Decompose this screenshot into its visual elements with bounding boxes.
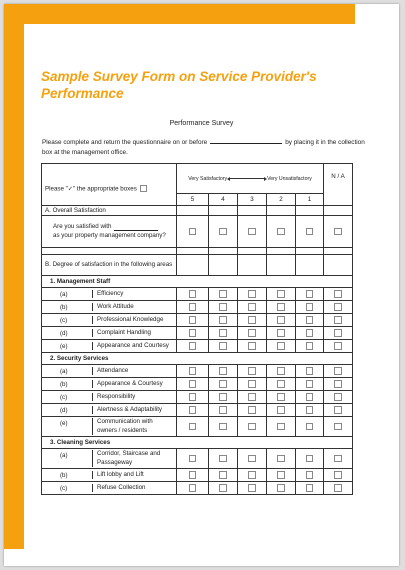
table-row [42,288,353,301]
g1-item4-rating-2-checkbox[interactable] [277,423,285,431]
item-code: (b) [60,303,68,311]
intro-text-2: by placing it in the collection box at the management office. [42,139,365,156]
g0-item2-rating-5-cell [177,314,209,327]
g1-item1-na-checkbox[interactable] [334,380,342,388]
g2-item1-rating-1-checkbox[interactable] [306,471,314,479]
section-a-title-row [42,206,353,216]
g2-item2-na-cell [324,482,353,495]
spacer-empty-cell [267,248,296,255]
g0-item4-rating-4-checkbox[interactable] [219,342,227,350]
item-label-cell [42,449,177,469]
table-row [42,378,353,391]
g1-item0-rating-2-checkbox[interactable] [277,367,285,375]
g2-item1-rating-5-cell [177,469,209,482]
very-satisfactory-label: Very Satisfactory [188,175,228,182]
g1-item3-rating-1-cell [296,404,324,417]
g0-item1-rating-3-cell [238,301,267,314]
g0-item0-rating-5-cell [177,288,209,301]
g0-item0-rating-2-checkbox[interactable] [277,290,285,298]
group-title-row [42,437,353,449]
g1-item2-rating-5-cell [177,391,209,404]
survey-heading: Performance Survey [169,120,234,127]
item-label-cell [42,340,177,353]
g1-item2-na-checkbox[interactable] [334,393,342,401]
g0-item2-rating-4-checkbox[interactable] [219,316,227,324]
g0-item0-rating-5-checkbox[interactable] [189,290,197,298]
g1-item3-na-cell [324,404,353,417]
g0-item3-rating-1-checkbox[interactable] [306,329,314,337]
item-label-cell [42,327,177,340]
item-code: (c) [60,316,68,324]
g1-item0-rating-3-cell [238,365,267,378]
g0-item0-rating-1-checkbox[interactable] [306,290,314,298]
g0-item1-rating-5-cell [177,301,209,314]
item-text: Responsibility [93,393,177,402]
item-code: (e) [60,342,68,350]
g1-item1-rating-5-checkbox[interactable] [189,380,197,388]
table-row [42,404,353,417]
g1-item2-rating-1-cell [296,391,324,404]
item-text: Complaint Handling [93,329,177,338]
g0-item2-rating-2-checkbox[interactable] [277,316,285,324]
g1-item1-rating-5-cell [177,378,209,391]
item-code: (e) [60,420,68,427]
item-label-cell [42,378,177,391]
g2-item2-rating-1-cell [296,482,324,495]
scale-number-1: 1 [296,194,324,206]
g0-item1-rating-4-cell [209,301,238,314]
g0-item3-rating-5-checkbox[interactable] [189,329,197,337]
g0-item2-rating-4-cell [209,314,238,327]
item-text: Appearance and Courtesy [93,342,177,351]
g1-item3-rating-3-cell [238,404,267,417]
g0-item1-rating-5-checkbox[interactable] [189,303,197,311]
g2-item1-rating-2-checkbox[interactable] [277,471,285,479]
g2-item0-rating-1-checkbox[interactable] [306,455,314,463]
g2-item2-rating-2-cell [267,482,296,495]
overall-rating-4-checkbox[interactable] [219,228,227,236]
g0-item1-rating-4-checkbox[interactable] [219,303,227,311]
item-text: Refuse Collection [93,484,177,493]
g2-item1-rating-1-cell [296,469,324,482]
table-row [42,391,353,404]
g0-item1-na-cell [324,301,353,314]
g0-item0-rating-3-cell [238,288,267,301]
g2-item2-rating-4-cell [209,482,238,495]
g1-item0-rating-2-cell [267,365,296,378]
g0-item4-rating-5-cell [177,340,209,353]
section-a-question-text-2: as your property management company? [53,231,166,239]
g1-item1-rating-1-cell [296,378,324,391]
g0-item4-na-checkbox[interactable] [334,342,342,350]
g1-item2-rating-4-checkbox[interactable] [219,393,227,401]
table-row [42,365,353,378]
g0-item0-rating-1-cell [296,288,324,301]
overall-rating-3-checkbox[interactable] [248,228,256,236]
g2-item2-rating-3-cell [238,482,267,495]
g0-item4-rating-1-cell [296,340,324,353]
g2-item1-rating-4-cell [209,469,238,482]
g0-item3-rating-3-cell [238,327,267,340]
g1-item4-na-cell [324,417,353,437]
survey-table [41,163,353,495]
item-text: Lift lobby and Lift [93,471,177,480]
item-label-cell [42,404,177,417]
section-a-question-row [42,216,353,248]
very-unsatisfactory-label: Very Unsatisfactory [267,175,312,182]
g1-item1-rating-3-checkbox[interactable] [248,380,256,388]
group-title: 2. Security Services [42,353,353,365]
section-a-title: A. Overall Satisfaction [42,206,177,216]
g0-item2-rating-2-cell [267,314,296,327]
g1-item2-rating-2-cell [267,391,296,404]
overall-rating-5-checkbox[interactable] [189,228,197,236]
document-page [4,4,399,566]
g1-item1-rating-4-cell [209,378,238,391]
document-title-line-2: Performance [41,85,124,101]
section-b-title-row [42,255,353,276]
scale-number-3: 3 [238,194,267,206]
g0-item0-rating-4-checkbox[interactable] [219,290,227,298]
g0-item0-rating-2-cell [267,288,296,301]
section-a-title-empty-cell [324,206,353,216]
scale-number-4: 4 [209,194,238,206]
g0-item0-na-checkbox[interactable] [334,290,342,298]
item-code: (c) [60,393,68,401]
g0-item1-rating-1-checkbox[interactable] [306,303,314,311]
g2-item1-rating-5-checkbox[interactable] [189,471,197,479]
overall-rating-1-checkbox[interactable] [306,228,314,236]
item-code: (b) [60,471,68,479]
section-b-title-empty-cell [267,255,296,276]
overall-rating-2-checkbox[interactable] [277,228,285,236]
intro-text-1: Please complete and return the questionnaire on or before [42,139,208,146]
g1-item3-rating-2-cell [267,404,296,417]
g1-item1-na-cell [324,378,353,391]
g1-item3-rating-5-cell [177,404,209,417]
g2-item2-rating-5-checkbox[interactable] [189,484,197,492]
g1-item4-na-checkbox[interactable] [334,423,342,431]
overall-rating-3-cell [238,216,267,248]
g1-item0-rating-4-cell [209,365,238,378]
g2-item0-rating-5-checkbox[interactable] [189,455,197,463]
g1-item3-rating-1-checkbox[interactable] [306,406,314,414]
g0-item4-na-cell [324,340,353,353]
g1-item1-rating-2-checkbox[interactable] [277,380,285,388]
section-a-title-empty-cell [267,206,296,216]
item-label-cell [42,288,177,301]
g1-item2-rating-5-checkbox[interactable] [189,393,197,401]
g0-item4-rating-4-cell [209,340,238,353]
section-b-title-empty-cell [209,255,238,276]
g0-item2-rating-3-checkbox[interactable] [248,316,256,324]
section-b-title-empty-cell [177,255,209,276]
section-b-title-empty-cell [296,255,324,276]
g0-item2-rating-1-checkbox[interactable] [306,316,314,324]
g1-item3-rating-4-checkbox[interactable] [219,406,227,414]
g1-item1-rating-2-cell [267,378,296,391]
scale-number-2: 2 [267,194,296,206]
g1-item4-rating-4-cell [209,417,238,437]
g0-item4-rating-3-cell [238,340,267,353]
g0-item3-na-cell [324,327,353,340]
g2-item0-rating-5-cell [177,449,209,469]
g0-item4-rating-3-checkbox[interactable] [248,342,256,350]
g0-item2-na-checkbox[interactable] [334,316,342,324]
g0-item2-rating-5-checkbox[interactable] [189,316,197,324]
g2-item0-rating-4-cell [209,449,238,469]
g1-item4-rating-1-checkbox[interactable] [306,423,314,431]
g1-item2-rating-4-cell [209,391,238,404]
g2-item0-rating-3-checkbox[interactable] [248,455,256,463]
g1-item4-rating-4-checkbox[interactable] [219,423,227,431]
section-b-title-empty-cell [324,255,353,276]
section-a-question [42,216,177,248]
g0-item2-rating-3-cell [238,314,267,327]
g0-item3-rating-4-checkbox[interactable] [219,329,227,337]
item-text: Appearance & Courtesy [93,380,177,389]
section-a-title-empty-cell [177,206,209,216]
table-row [42,327,353,340]
na-label: N / A [331,173,345,180]
overall-rating-2-cell [267,216,296,248]
table-row [42,482,353,495]
overall-rating-1-cell [296,216,324,248]
g1-item2-rating-2-checkbox[interactable] [277,393,285,401]
spacer-empty-cell [42,248,177,255]
item-text: Alertness & Adaptability [93,406,177,415]
overall-rating-5-cell [177,216,209,248]
g2-item2-na-checkbox[interactable] [334,484,342,492]
g1-item4-rating-5-checkbox[interactable] [189,423,197,431]
company-blank-line [114,224,158,231]
g2-item1-na-checkbox[interactable] [334,471,342,479]
scale-number-5: 5 [177,194,209,206]
g2-item1-na-cell [324,469,353,482]
g0-item4-rating-2-cell [267,340,296,353]
section-a-title-empty-cell [209,206,238,216]
instruction-cell [42,164,177,206]
g1-item4-rating-2-cell [267,417,296,437]
g2-item0-rating-1-cell [296,449,324,469]
item-code: (d) [60,406,68,414]
table-row [42,340,353,353]
spacer-empty-cell [324,248,353,255]
g0-item1-rating-2-cell [267,301,296,314]
item-code: (c) [60,484,68,492]
spacer-row [42,248,353,255]
section-a-title-empty-cell [238,206,267,216]
g0-item4-rating-2-checkbox[interactable] [277,342,285,350]
g2-item1-rating-4-checkbox[interactable] [219,471,227,479]
overall-na-cell [324,216,353,248]
table-row [42,417,353,437]
example-checkbox [140,185,148,193]
g2-item2-rating-5-cell [177,482,209,495]
orange-left-bar [4,4,24,549]
g2-item0-na-cell [324,449,353,469]
g1-item3-rating-4-cell [209,404,238,417]
spacer-empty-cell [296,248,324,255]
section-a-question-text-1: Are you satisfied with [53,223,112,231]
item-code: (b) [60,380,68,388]
g2-item2-rating-2-checkbox[interactable] [277,484,285,492]
g1-item1-rating-4-checkbox[interactable] [219,380,227,388]
g0-item2-rating-1-cell [296,314,324,327]
g0-item2-na-cell [324,314,353,327]
g1-item3-rating-5-checkbox[interactable] [189,406,197,414]
section-b-title-empty-cell [238,255,267,276]
g1-item2-rating-3-checkbox[interactable] [248,393,256,401]
overall-rating-4-cell [209,216,238,248]
g0-item0-rating-4-cell [209,288,238,301]
item-text: Efficiency [93,290,177,299]
g2-item1-rating-3-cell [238,469,267,482]
na-header-cell [324,164,353,206]
intro-paragraph [42,137,368,158]
g0-item3-rating-2-checkbox[interactable] [277,329,285,337]
g1-item0-rating-3-checkbox[interactable] [248,367,256,375]
g0-item3-na-checkbox[interactable] [334,329,342,337]
group-title-row [42,276,353,288]
item-text: Attendance [93,367,177,376]
group-title: 3. Cleaning Services [42,437,353,449]
section-a-title-empty-cell [296,206,324,216]
g0-item1-rating-1-cell [296,301,324,314]
g1-item0-rating-4-checkbox[interactable] [219,367,227,375]
g1-item1-rating-3-cell [238,378,267,391]
g1-item0-rating-5-checkbox[interactable] [189,367,197,375]
table-row [42,301,353,314]
item-text: Corridor, Staircase and Passageway [93,450,177,467]
item-code: (a) [60,290,68,298]
g0-item3-rating-5-cell [177,327,209,340]
g2-item0-rating-4-checkbox[interactable] [219,455,227,463]
g2-item1-rating-2-cell [267,469,296,482]
item-code: (a) [60,452,68,459]
g2-item2-rating-3-checkbox[interactable] [248,484,256,492]
g0-item4-rating-5-checkbox[interactable] [189,342,197,350]
item-text: Professional Knowledge [93,316,177,325]
double-arrow-icon [229,178,265,179]
g1-item2-rating-3-cell [238,391,267,404]
g0-item3-rating-1-cell [296,327,324,340]
table-row [42,314,353,327]
g0-item3-rating-3-checkbox[interactable] [248,329,256,337]
table-row [42,469,353,482]
g1-item4-rating-5-cell [177,417,209,437]
item-label-cell [42,482,177,495]
group-title-row [42,353,353,365]
document-title-line-1: Sample Survey Form on Service Provider's [41,69,317,84]
g1-item0-rating-1-checkbox[interactable] [306,367,314,375]
g1-item3-rating-3-checkbox[interactable] [248,406,256,414]
spacer-empty-cell [209,248,238,255]
g1-item4-rating-3-cell [238,417,267,437]
g0-item1-rating-3-checkbox[interactable] [248,303,256,311]
g0-item0-rating-3-checkbox[interactable] [248,290,256,298]
item-text: Work Attitude [93,303,177,312]
document-title [41,69,341,102]
g2-item0-rating-2-cell [267,449,296,469]
date-blank-line [210,137,282,144]
item-label-cell [42,469,177,482]
g1-item4-rating-1-cell [296,417,324,437]
g1-item2-rating-1-checkbox[interactable] [306,393,314,401]
orange-top-bar [4,4,355,24]
g1-item1-rating-1-checkbox[interactable] [306,380,314,388]
header-row [42,164,353,194]
table-row [42,449,353,469]
scale-cell [177,164,324,194]
g1-item3-na-checkbox[interactable] [334,406,342,414]
g2-item1-rating-3-checkbox[interactable] [248,471,256,479]
g1-item3-rating-2-checkbox[interactable] [277,406,285,414]
item-label-cell [42,314,177,327]
g1-item0-rating-5-cell [177,365,209,378]
item-label-cell [42,301,177,314]
g1-item0-na-checkbox[interactable] [334,367,342,375]
g1-item4-rating-3-checkbox[interactable] [248,423,256,431]
g2-item2-rating-1-checkbox[interactable] [306,484,314,492]
item-label-cell [42,365,177,378]
g1-item0-rating-1-cell [296,365,324,378]
g2-item0-rating-3-cell [238,449,267,469]
spacer-empty-cell [177,248,209,255]
g2-item0-na-checkbox[interactable] [334,455,342,463]
g2-item0-rating-2-checkbox[interactable] [277,455,285,463]
section-b-title: B. Degree of satisfaction in the following areas [42,255,177,276]
item-code: (a) [60,367,68,375]
g1-item0-na-cell [324,365,353,378]
g0-item1-na-checkbox[interactable] [334,303,342,311]
instruction-text: Please "✓" the appropriate boxes [45,185,137,193]
g0-item1-rating-2-checkbox[interactable] [277,303,285,311]
spacer-empty-cell [238,248,267,255]
g0-item4-rating-1-checkbox[interactable] [306,342,314,350]
overall-na-checkbox[interactable] [334,228,342,236]
item-code: (d) [60,329,68,337]
g0-item0-na-cell [324,288,353,301]
g0-item3-rating-2-cell [267,327,296,340]
g1-item2-na-cell [324,391,353,404]
item-label-cell [42,417,177,437]
item-label-cell [42,391,177,404]
item-text: Communication with owners / residents [93,418,177,435]
group-title: 1. Management Staff [42,276,353,288]
g2-item2-rating-4-checkbox[interactable] [219,484,227,492]
g0-item3-rating-4-cell [209,327,238,340]
